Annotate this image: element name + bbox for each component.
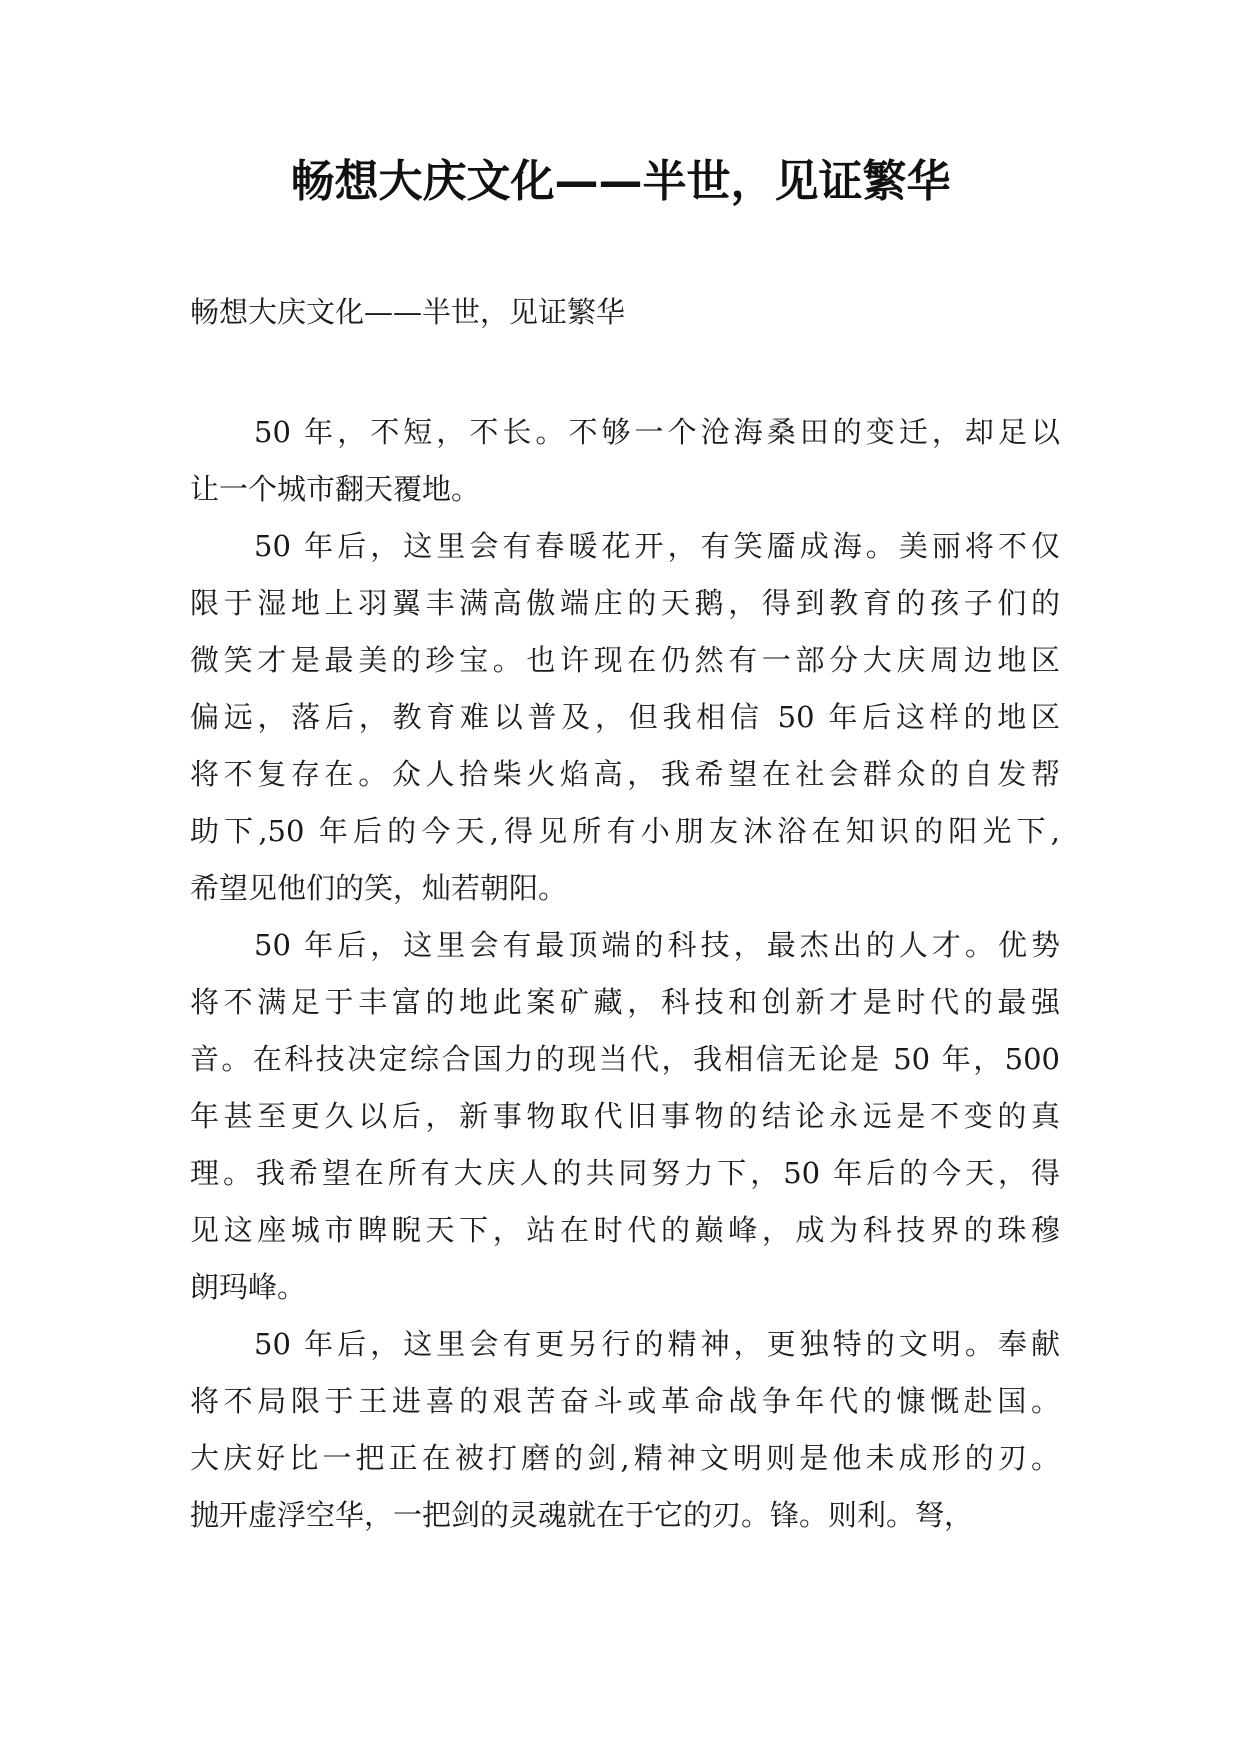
body-paragraph xyxy=(190,518,1060,917)
text-line: 50 年后，这里会有最顶端的科技，最杰出的人才。优势 xyxy=(254,928,1060,962)
body-paragraph xyxy=(190,404,1060,518)
text-line: 理。我希望在所有大庆人的共同努力下，50 年后的今天，得 xyxy=(190,1156,1060,1190)
text-line: 大庆好比一把正在被打磨的剑,精神文明则是他未成形的刃。 xyxy=(190,1441,1060,1475)
text-line: 将不局限于王进喜的艰苦奋斗或革命战争年代的慷慨赴国。 xyxy=(190,1384,1060,1418)
text-line: 音。在科技决定综合国力的现当代，我相信无论是 50 年，500 xyxy=(190,1042,1060,1076)
text-line: 让一个城市翻天覆地。 xyxy=(190,472,481,506)
text-line: 助下,50 年后的今天,得见所有小朋友沐浴在知识的阳光下, xyxy=(190,814,1060,848)
text-line: 限于湿地上羽翼丰满高傲端庄的天鹅，得到教育的孩子们的 xyxy=(190,586,1060,620)
text-line: 年甚至更久以后，新事物取代旧事物的结论永远是不变的真 xyxy=(190,1099,1060,1133)
text-line: 抛开虚浮空华，一把剑的灵魂就在于它的刃。锋。则利。弩， xyxy=(190,1498,974,1532)
document-body xyxy=(190,404,1060,1544)
text-line: 50 年后，这里会有春暖花开，有笑靥成海。美丽将不仅 xyxy=(254,529,1060,563)
text-line: 偏远，落后，教育难以普及，但我相信 50 年后这样的地区 xyxy=(190,700,1060,734)
body-paragraph xyxy=(190,917,1060,1316)
text-line: 希望见他们的笑，灿若朝阳。 xyxy=(190,871,568,905)
text-line: 将不复存在。众人拾柴火焰高，我希望在社会群众的自发帮 xyxy=(190,757,1060,791)
document-title: 畅想大庆文化——半世，见证繁华 xyxy=(290,156,951,207)
body-paragraph xyxy=(190,1316,1060,1544)
text-line: 将不满足于丰富的地此案矿藏，科技和创新才是时代的最强 xyxy=(190,985,1060,1019)
text-line: 50 年后，这里会有更另行的精神，更独特的文明。奉献 xyxy=(254,1327,1060,1361)
document-subtitle: 畅想大庆文化——半世，见证繁华 xyxy=(190,295,626,329)
text-line: 见这座城市睥睨天下，站在时代的巅峰，成为科技界的珠穆 xyxy=(190,1213,1060,1247)
text-line: 微笑才是最美的珍宝。也许现在仍然有一部分大庆周边地区 xyxy=(190,643,1060,677)
text-line: 50 年，不短，不长。不够一个沧海桑田的变迁，却足以 xyxy=(254,415,1060,449)
text-line: 朗玛峰。 xyxy=(190,1270,307,1304)
